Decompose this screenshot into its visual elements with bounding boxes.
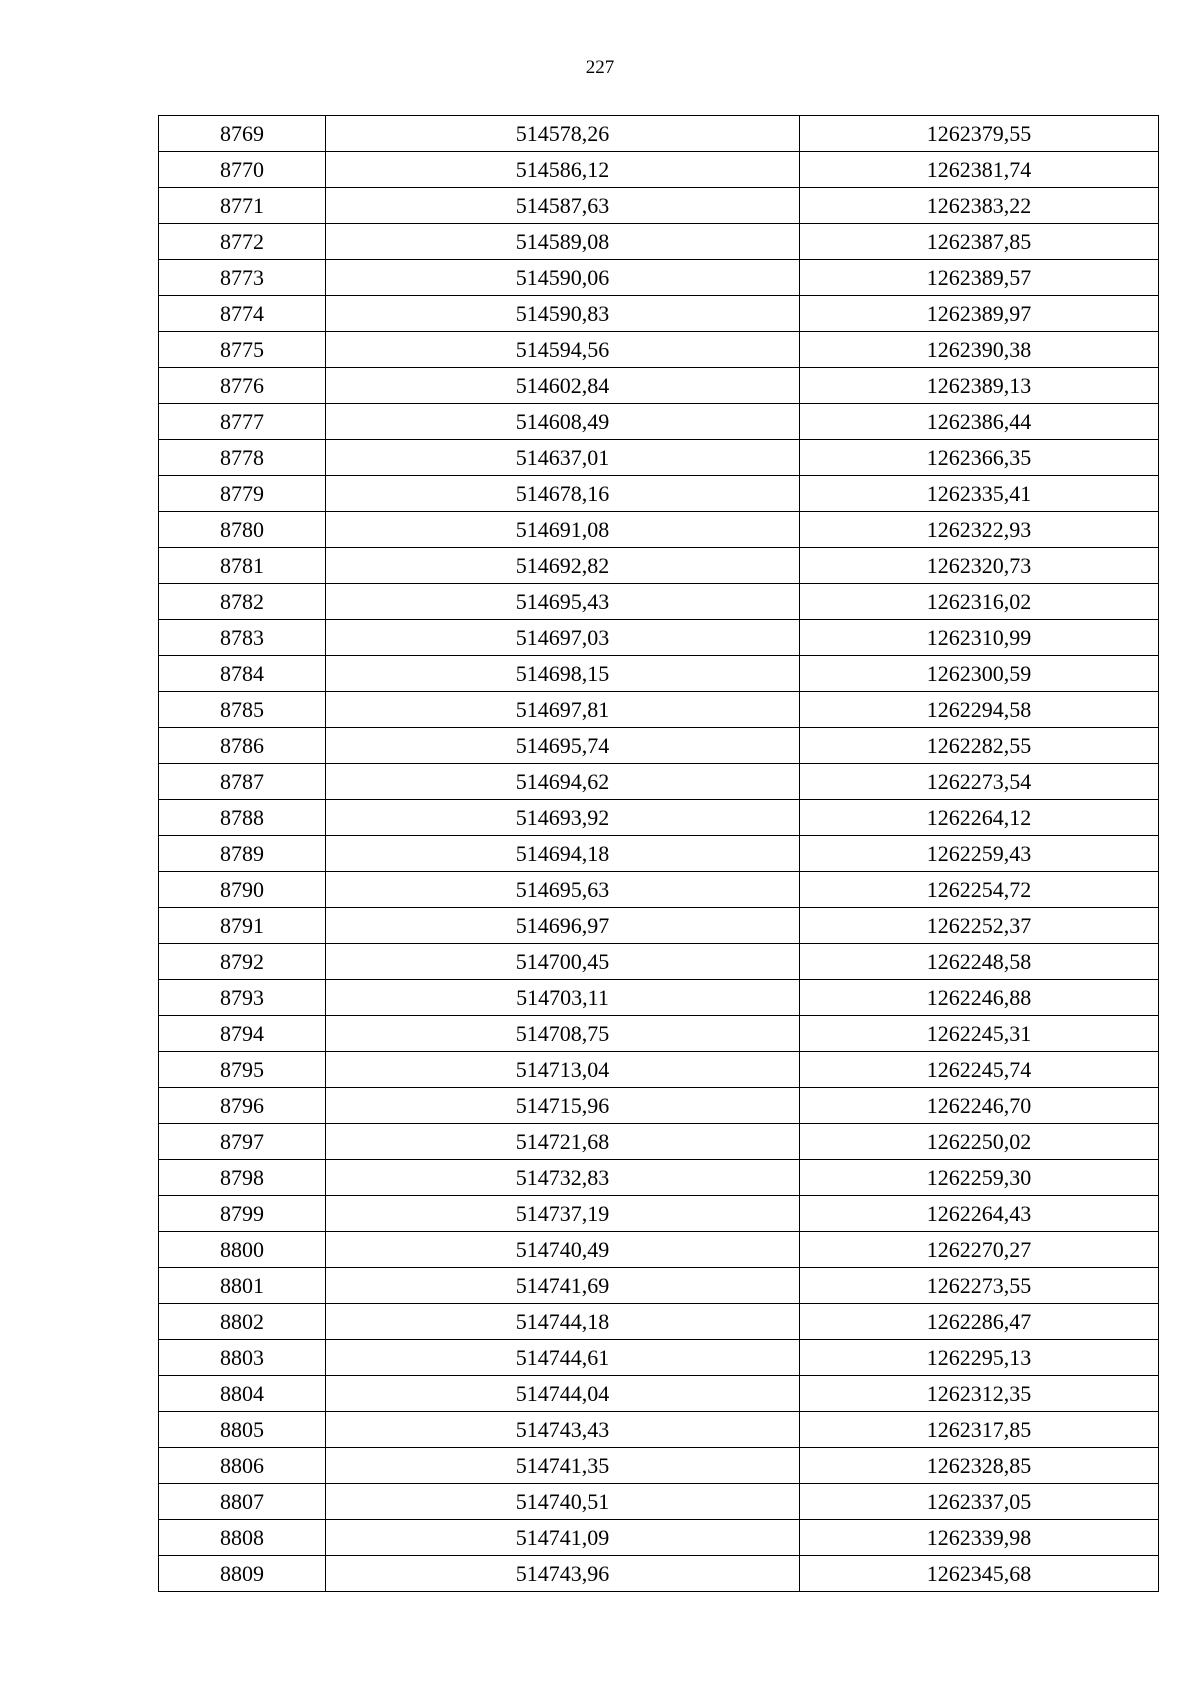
y-coordinate-cell: 1262273,55 [800,1268,1159,1304]
y-coordinate-cell: 1262317,85 [800,1412,1159,1448]
y-coordinate-cell: 1262383,22 [800,188,1159,224]
point-number-cell: 8797 [159,1124,326,1160]
point-number-cell: 8769 [159,116,326,152]
x-coordinate-cell: 514589,08 [326,224,800,260]
point-number-cell: 8777 [159,404,326,440]
point-number-cell: 8789 [159,836,326,872]
point-number-cell: 8786 [159,728,326,764]
point-number-cell: 8790 [159,872,326,908]
table-row [159,1196,1159,1232]
x-coordinate-cell: 514732,83 [326,1160,800,1196]
table-row [159,260,1159,296]
coordinates-table [158,115,1159,1592]
x-coordinate-cell: 514740,51 [326,1484,800,1520]
point-number-cell: 8772 [159,224,326,260]
y-coordinate-cell: 1262316,02 [800,584,1159,620]
y-coordinate-cell: 1262286,47 [800,1304,1159,1340]
x-coordinate-cell: 514608,49 [326,404,800,440]
table-row [159,872,1159,908]
table-row [159,332,1159,368]
point-number-cell: 8795 [159,1052,326,1088]
x-coordinate-cell: 514691,08 [326,512,800,548]
x-coordinate-cell: 514708,75 [326,1016,800,1052]
point-number-cell: 8787 [159,764,326,800]
table-row [159,1412,1159,1448]
point-number-cell: 8778 [159,440,326,476]
point-number-cell: 8770 [159,152,326,188]
point-number-cell: 8791 [159,908,326,944]
y-coordinate-cell: 1262328,85 [800,1448,1159,1484]
point-number-cell: 8798 [159,1160,326,1196]
page-number: 227 [585,57,615,78]
x-coordinate-cell: 514578,26 [326,116,800,152]
x-coordinate-cell: 514697,81 [326,692,800,728]
x-coordinate-cell: 514637,01 [326,440,800,476]
y-coordinate-cell: 1262250,02 [800,1124,1159,1160]
y-coordinate-cell: 1262259,30 [800,1160,1159,1196]
point-number-cell: 8773 [159,260,326,296]
x-coordinate-cell: 514694,18 [326,836,800,872]
x-coordinate-cell: 514741,35 [326,1448,800,1484]
y-coordinate-cell: 1262339,98 [800,1520,1159,1556]
table-row [159,1268,1159,1304]
point-number-cell: 8784 [159,656,326,692]
point-number-cell: 8780 [159,512,326,548]
y-coordinate-cell: 1262264,43 [800,1196,1159,1232]
table-row [159,800,1159,836]
table-row [159,1556,1159,1592]
point-number-cell: 8805 [159,1412,326,1448]
table-row [159,440,1159,476]
y-coordinate-cell: 1262246,88 [800,980,1159,1016]
point-number-cell: 8783 [159,620,326,656]
x-coordinate-cell: 514587,63 [326,188,800,224]
point-number-cell: 8806 [159,1448,326,1484]
y-coordinate-cell: 1262386,44 [800,404,1159,440]
y-coordinate-cell: 1262245,31 [800,1016,1159,1052]
x-coordinate-cell: 514721,68 [326,1124,800,1160]
point-number-cell: 8771 [159,188,326,224]
x-coordinate-cell: 514695,74 [326,728,800,764]
y-coordinate-cell: 1262310,99 [800,620,1159,656]
y-coordinate-cell: 1262381,74 [800,152,1159,188]
table-row [159,908,1159,944]
point-number-cell: 8792 [159,944,326,980]
y-coordinate-cell: 1262264,12 [800,800,1159,836]
table-row [159,512,1159,548]
table-row [159,1232,1159,1268]
x-coordinate-cell: 514744,61 [326,1340,800,1376]
x-coordinate-cell: 514744,04 [326,1376,800,1412]
x-coordinate-cell: 514715,96 [326,1088,800,1124]
x-coordinate-cell: 514695,63 [326,872,800,908]
point-number-cell: 8799 [159,1196,326,1232]
y-coordinate-cell: 1262254,72 [800,872,1159,908]
point-number-cell: 8803 [159,1340,326,1376]
table-row [159,1016,1159,1052]
y-coordinate-cell: 1262252,37 [800,908,1159,944]
table-row [159,296,1159,332]
x-coordinate-cell: 514703,11 [326,980,800,1016]
y-coordinate-cell: 1262337,05 [800,1484,1159,1520]
x-coordinate-cell: 514586,12 [326,152,800,188]
table-row [159,1304,1159,1340]
table-row [159,1484,1159,1520]
x-coordinate-cell: 514740,49 [326,1232,800,1268]
y-coordinate-cell: 1262245,74 [800,1052,1159,1088]
table-row [159,1052,1159,1088]
table-row [159,152,1159,188]
x-coordinate-cell: 514697,03 [326,620,800,656]
point-number-cell: 8776 [159,368,326,404]
table-row [159,1520,1159,1556]
point-number-cell: 8807 [159,1484,326,1520]
point-number-cell: 8788 [159,800,326,836]
table-row [159,1376,1159,1412]
point-number-cell: 8774 [159,296,326,332]
x-coordinate-cell: 514696,97 [326,908,800,944]
x-coordinate-cell: 514700,45 [326,944,800,980]
y-coordinate-cell: 1262366,35 [800,440,1159,476]
x-coordinate-cell: 514695,43 [326,584,800,620]
y-coordinate-cell: 1262295,13 [800,1340,1159,1376]
table-row [159,764,1159,800]
x-coordinate-cell: 514693,92 [326,800,800,836]
y-coordinate-cell: 1262312,35 [800,1376,1159,1412]
y-coordinate-cell: 1262322,93 [800,512,1159,548]
y-coordinate-cell: 1262389,57 [800,260,1159,296]
y-coordinate-cell: 1262246,70 [800,1088,1159,1124]
table-row [159,980,1159,1016]
point-number-cell: 8785 [159,692,326,728]
x-coordinate-cell: 514743,96 [326,1556,800,1592]
x-coordinate-cell: 514692,82 [326,548,800,584]
table-row [159,1088,1159,1124]
y-coordinate-cell: 1262294,58 [800,692,1159,728]
y-coordinate-cell: 1262270,27 [800,1232,1159,1268]
y-coordinate-cell: 1262389,97 [800,296,1159,332]
table-row [159,188,1159,224]
table-row [159,224,1159,260]
y-coordinate-cell: 1262387,85 [800,224,1159,260]
point-number-cell: 8802 [159,1304,326,1340]
y-coordinate-cell: 1262389,13 [800,368,1159,404]
x-coordinate-cell: 514698,15 [326,656,800,692]
point-number-cell: 8808 [159,1520,326,1556]
y-coordinate-cell: 1262335,41 [800,476,1159,512]
y-coordinate-cell: 1262300,59 [800,656,1159,692]
x-coordinate-cell: 514737,19 [326,1196,800,1232]
y-coordinate-cell: 1262282,55 [800,728,1159,764]
x-coordinate-cell: 514594,56 [326,332,800,368]
point-number-cell: 8801 [159,1268,326,1304]
x-coordinate-cell: 514602,84 [326,368,800,404]
x-coordinate-cell: 514713,04 [326,1052,800,1088]
table-row [159,692,1159,728]
point-number-cell: 8800 [159,1232,326,1268]
table-row [159,1160,1159,1196]
point-number-cell: 8779 [159,476,326,512]
table-row [159,1124,1159,1160]
point-number-cell: 8796 [159,1088,326,1124]
x-coordinate-cell: 514741,09 [326,1520,800,1556]
y-coordinate-cell: 1262259,43 [800,836,1159,872]
x-coordinate-cell: 514741,69 [326,1268,800,1304]
x-coordinate-cell: 514590,83 [326,296,800,332]
x-coordinate-cell: 514678,16 [326,476,800,512]
x-coordinate-cell: 514694,62 [326,764,800,800]
table-row [159,620,1159,656]
point-number-cell: 8794 [159,1016,326,1052]
point-number-cell: 8793 [159,980,326,1016]
table-row [159,944,1159,980]
point-number-cell: 8809 [159,1556,326,1592]
x-coordinate-cell: 514743,43 [326,1412,800,1448]
table-row [159,836,1159,872]
table-row [159,1448,1159,1484]
point-number-cell: 8782 [159,584,326,620]
y-coordinate-cell: 1262320,73 [800,548,1159,584]
y-coordinate-cell: 1262248,58 [800,944,1159,980]
x-coordinate-cell: 514744,18 [326,1304,800,1340]
y-coordinate-cell: 1262273,54 [800,764,1159,800]
table-row [159,656,1159,692]
point-number-cell: 8804 [159,1376,326,1412]
table-row [159,584,1159,620]
table-row [159,368,1159,404]
point-number-cell: 8781 [159,548,326,584]
table-row [159,728,1159,764]
y-coordinate-cell: 1262379,55 [800,116,1159,152]
table-row [159,1340,1159,1376]
table-row [159,548,1159,584]
table-row [159,116,1159,152]
x-coordinate-cell: 514590,06 [326,260,800,296]
point-number-cell: 8775 [159,332,326,368]
y-coordinate-cell: 1262345,68 [800,1556,1159,1592]
table-body [159,116,1159,1592]
table-row [159,476,1159,512]
y-coordinate-cell: 1262390,38 [800,332,1159,368]
table-row [159,404,1159,440]
